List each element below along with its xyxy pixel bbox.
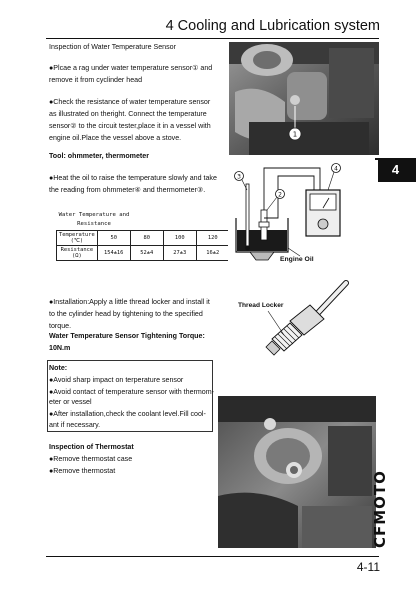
step-3-line-2: the reading from ohmmeter④ and thermometer③. [49,186,206,194]
temp-cell: 120 [196,231,229,246]
torque-label: Water Temperature Sensor Tightening Torque: [49,332,205,340]
footer-divider [46,556,379,557]
page-header-title: 4 Cooling and Lubrication system [165,18,380,34]
table-caption [54,211,134,229]
chapter-tab: 4 [375,158,416,182]
thermostat-item-1: ●Remove thermostat case [49,455,133,463]
svg-text:4: 4 [334,165,338,173]
cylinder-head-photo [229,42,379,155]
note-item-3-line-1: ●After installation,check the coolant level.Fill cool- [49,410,206,418]
resistance-cell: 27±3 [163,246,196,261]
header-divider [46,38,379,39]
step-2-line-4: engine oil.Place the vessel above a stove. [49,134,182,142]
cfmoto-logo-svg [368,470,390,550]
resistance-header-cell [57,246,98,261]
note-title: Note: [49,364,68,372]
resistance-label: Resistance [60,247,94,253]
tool-line: Tool: ohmmeter, thermometer [49,152,149,160]
note-item-1: ●Avoid sharp impact on terperature sensor [49,376,184,384]
svg-text:1: 1 [292,130,298,139]
test-setup-diagram [228,160,378,268]
thermostat-heading: Inspection of Thermostat [49,443,134,451]
install-line-1: ●Installation:Apply a little thread locker and install it [49,298,210,306]
step-3-line-1: ●Heat the oil to raise the temperature slowly and take [49,174,217,182]
cylinder-head-illustration [229,42,379,155]
table-row [57,231,230,246]
note-item-2-line-2: eter or vessel [49,398,92,406]
svg-text:3: 3 [237,173,241,181]
resistance-cell: 52±4 [130,246,163,261]
resistance-unit: (Ω) [71,253,82,259]
install-line-2: to the cylinder head by tightening to the specified [49,310,203,318]
temp-cell: 50 [97,231,130,246]
resistance-cell: 16±2 [196,246,229,261]
note-item-2-line-1: ●Avoid contact of temperature sensor with thermom- [49,388,215,396]
temperature-header-cell [57,231,98,246]
svg-text:CFMOTO: CFMOTO [371,470,389,548]
thread-locker-diagram [238,277,383,377]
temp-cell: 80 [130,231,163,246]
table-caption-line-2: Resistance [77,221,111,227]
resistance-cell: 154±16 [97,246,130,261]
note-item-3-line-2: ant if necessary. [49,421,101,429]
temperature-resistance-table [56,230,230,261]
temp-cell: 100 [163,231,196,246]
thermostat-item-2: ●Remove thermostat [49,467,116,475]
step-1-line-2: remove it from cyclinder head [49,76,143,84]
temperature-label: Temperature [59,232,95,238]
section-heading: Inspection of Water Temperature Sensor [49,43,176,51]
step-2-line-1: ●Check the resistance of water temperature sensor [49,98,211,106]
sensor-sketch-svg [238,277,383,377]
step-1-line-1: ●Plcae a rag under water temperature sensor① and [49,64,213,72]
cfmoto-logo [368,470,390,550]
thermostat-photo [218,396,376,548]
table-caption-line-1: Water Temperature and [58,212,130,218]
step-2-line-2: as illustrated on theright. Connect the temperature [49,110,207,118]
svg-text:2: 2 [278,191,282,199]
step-2-line-3: sensor② to the circuit tester,place it in a vessel with [49,122,211,130]
page-number: 4-11 [356,560,380,574]
engine-oil-label: Engine Oil [280,256,314,263]
torque-value: 10N.m [49,344,71,352]
thread-locker-label: Thread Locker [238,302,284,309]
table-row [57,246,230,261]
test-setup-svg [228,160,378,268]
temperature-unit: (℃) [70,238,84,244]
install-line-3: torque. [49,322,72,330]
thermostat-illustration [218,396,376,548]
